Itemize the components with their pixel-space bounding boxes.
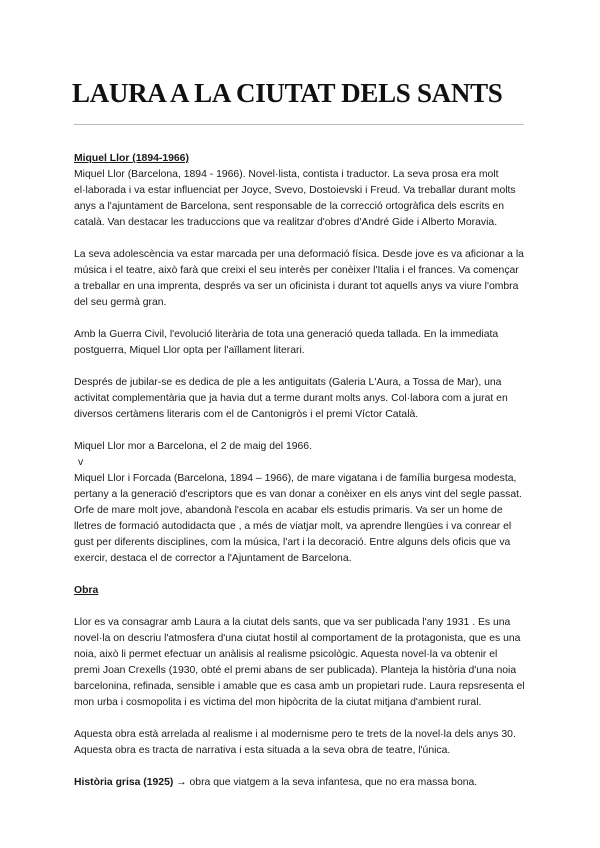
work-description: → obra que viatgem a la seva infantesa, que no era massa bona. [173, 777, 478, 788]
paragraph-civil-war: Amb la Guerra Civil, l'evolució literària de tota una generació queda tallada. En la immediata postguerra, Miquel Llor opta per l'aïllament literari. [74, 329, 499, 356]
paragraph-historia-grisa [74, 775, 526, 791]
document-body [74, 151, 526, 791]
section-heading-miquel-llor: Miquel Llor (1894-1966) [74, 153, 189, 164]
paragraph-bio-intro: Miquel Llor (Barcelona, 1894 - 1966). Novel·lista, contista i traductor. La seva prosa era molt el·laborada i va estar influenciat per Joyce, Svevo, Dostoievski i Freud. Va treballar durant molts anys a l'ajuntament de Barcelona, sent responsable de la correcció ortogràfica dels escrits en català. Van destacar les traduccions que va realitzar d'obres d'André Gide i Alberto Moravia. [74, 169, 516, 228]
paragraph-retirement: Després de jubilar-se es dedica de ple a les antiguitats (Galeria L'Aura, a Tossa de Mar), una activitat complementària que ja havia dut a terme durant molts anys. Col·labora com a jurat en diversos certàmens literaris com el de Cantonigròs i el premi Víctor Català. [74, 377, 508, 420]
paragraph-death: Miquel Llor mor a Barcelona, el 2 de maig del 1966. [74, 441, 312, 452]
paragraph-laura-novel: Llor es va consagrar amb Laura a la ciutat dels sants, que va ser publicada l'any 1931 . Es una novel·la on descriu l'atmosfera d'una ciutat hostil al comportament de la protagonista, que es una noia, això li permet efectuar un anàlisis al realisme psicològic. Aquesta novel·la va obtenir el premi Joan Crexells (1930, obté el premi abans de ser publicada). Planteja la història d'una noia barcelonina, refinada, sensible i amable que es casa amb un propietari rude. Laura repsresenta el mon urba i cosmopolita i es victima del mon hipòcrita de la ciutat mitjana d'ambient rural. [74, 617, 525, 708]
paragraph-bio-extended: Miquel Llor i Forcada (Barcelona, 1894 – 1966), de mare vigatana i de família burgesa modesta, pertany a la generació d'escriptors que es van donar a conèixer en els anys vint del segle passat. Orfe de mare molt jove, abandonà l'escola en acabar els estudis primaris. Va ser un home de lletres de formació autodidacta que , a més de viatjar molt, va aprendre llengües i va conrear el gust per diferents disciplines, com la música, l'art i la decoració. Entre alguns dels oficis que va exercir, destaca el de corrector a l'Ajuntament de Barcelona. [74, 473, 522, 564]
paragraph-adolescence: La seva adolescència va estar marcada per una deformació física. Desde jove es va aficionar a la música i el teatre, això farà que creixi el seu interès per conèixer l'Italia i el frances. Va començar a treballar en una imprenta, després va ser un oficinista i durant tot aquells anys va viure l'ombra del seu germà gran. [74, 249, 524, 308]
paragraph-realism: Aquesta obra està arrelada al realisme i al modernisme pero te trets de la novel·la dels anys 30. Aquesta obra es tracta de narrativa i esta situada a la seva obra de teatre, l'única. [74, 729, 516, 756]
work-title-historia-grisa: Història grisa (1925) [74, 777, 174, 788]
document-title: LAURA A LA CIUTAT DELS SANTS [72, 78, 503, 108]
section-heading-obra: Obra [74, 585, 99, 596]
title-divider [74, 124, 524, 125]
stray-character: v [78, 457, 84, 468]
